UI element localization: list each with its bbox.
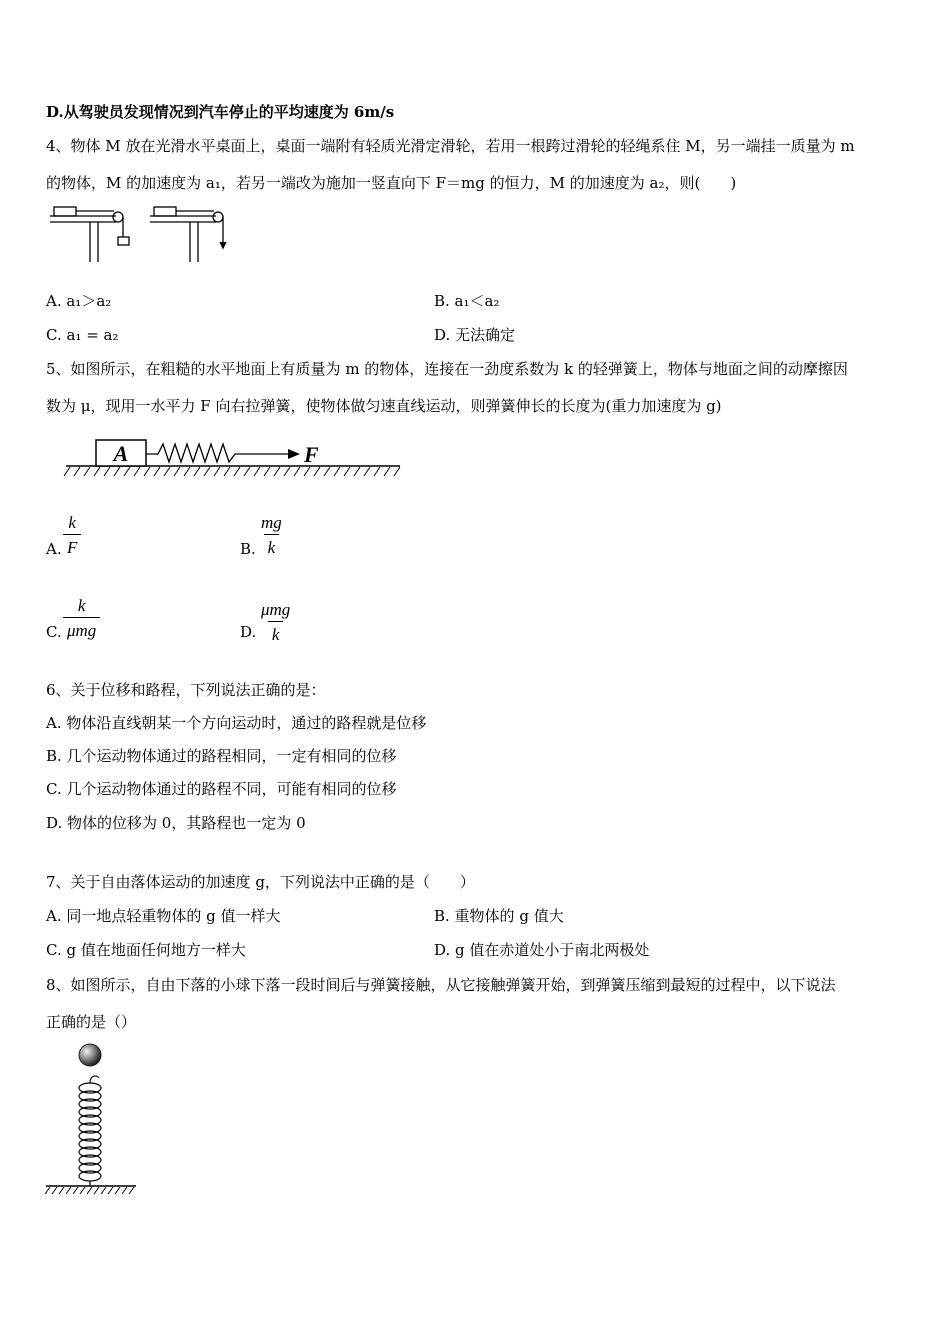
q5-option-b-denominator: k bbox=[264, 534, 280, 559]
q5-option-c-label: C. bbox=[46, 623, 62, 641]
q5-option-b-numerator: mg bbox=[261, 513, 282, 532]
q5-option-d-denominator: k bbox=[268, 621, 284, 646]
q4-stem-line1: 4、物体 M 放在光滑水平桌面上，桌面一端附有轻质光滑定滑轮，若用一根跨过滑轮的轻绳系住 M，另一端挂一质量为 m bbox=[46, 137, 855, 155]
q5-stem-line2: 数为 μ，现用一水平力 F 向右拉弹簧，使物体做匀速直线运动，则弹簧伸长的长度为(重力加速度为 g) bbox=[46, 397, 722, 415]
q7-option-b: B. 重物体的 g 值大 bbox=[434, 907, 564, 925]
q5-stem-line1: 5、如图所示，在粗糙的水平地面上有质量为 m 的物体，连接在一劲度系数为 k 的轻弹簧上，物体与地面之间的动摩擦因 bbox=[46, 360, 848, 378]
q4-option-a: A. a₁＞a₂ bbox=[46, 292, 112, 310]
q8-ball-spring-figure bbox=[44, 1040, 144, 1200]
q5-option-a-denominator: F bbox=[63, 534, 81, 559]
q7-option-a: A. 同一地点轻重物体的 g 值一样大 bbox=[46, 907, 281, 925]
q4-stem-line2: 的物体，M 的加速度为 a₁，若另一端改为施加一竖直向下 F＝mg 的恒力，M 的加速度为 a₂，则( ) bbox=[46, 174, 737, 192]
q6-stem: 6、关于位移和路程，下列说法正确的是： bbox=[46, 681, 326, 699]
q5-option-a-numerator: k bbox=[68, 513, 76, 532]
q5-force-label: F bbox=[304, 442, 319, 467]
q7-stem: 7、关于自由落体运动的加速度 g，下列说法中正确的是（ ） bbox=[46, 873, 475, 891]
q5-option-c-numerator: k bbox=[77, 596, 86, 615]
q6-option-b: B. 几个运动物体通过的路程相同，一定有相同的位移 bbox=[46, 747, 397, 765]
q6-option-c: C. 几个运动物体通过的路程不同，可能有相同的位移 bbox=[46, 780, 397, 798]
q4-option-c: C. a₁ = a₂ bbox=[46, 326, 119, 344]
q6-option-a: A. 物体沿直线朝某一个方向运动时，通过的路程就是位移 bbox=[46, 714, 427, 732]
q5-spring-block-figure bbox=[62, 432, 407, 482]
q5-option-b-label: B. bbox=[240, 540, 256, 558]
q8-stem-line1: 8、如图所示，自由下落的小球下落一段时间后与弹簧接触，从它接触弹簧开始，到弹簧压缩到最短的过程中，以下说法 bbox=[46, 976, 836, 994]
q5-option-c-fraction bbox=[63, 595, 100, 642]
q5-option-a-fraction bbox=[63, 512, 81, 559]
q4-pulley-figure bbox=[46, 202, 236, 268]
q5-option-b-fraction bbox=[257, 512, 286, 559]
q5-option-d-fraction bbox=[257, 599, 294, 646]
q3-option-d: D.从驾驶员发现情况到汽车停止的平均速度为 6m/s bbox=[46, 103, 395, 121]
q5-option-a-label: A. bbox=[46, 540, 62, 558]
q6-option-d: D. 物体的位移为 0，其路程也一定为 0 bbox=[46, 814, 306, 832]
q5-option-d-numerator: μmg bbox=[261, 600, 291, 619]
q5-option-c-denominator: μmg bbox=[63, 617, 100, 642]
q5-option-d-label: D. bbox=[240, 623, 257, 641]
q4-option-d: D. 无法确定 bbox=[434, 326, 516, 344]
q5-block-label: A bbox=[113, 441, 129, 466]
q8-stem-line2: 正确的是（） bbox=[46, 1013, 137, 1031]
q7-option-c: C. g 值在地面任何地方一样大 bbox=[46, 941, 246, 959]
q7-option-d: D. g 值在赤道处小于南北两极处 bbox=[434, 941, 650, 959]
q4-option-b: B. a₁＜a₂ bbox=[434, 292, 500, 310]
